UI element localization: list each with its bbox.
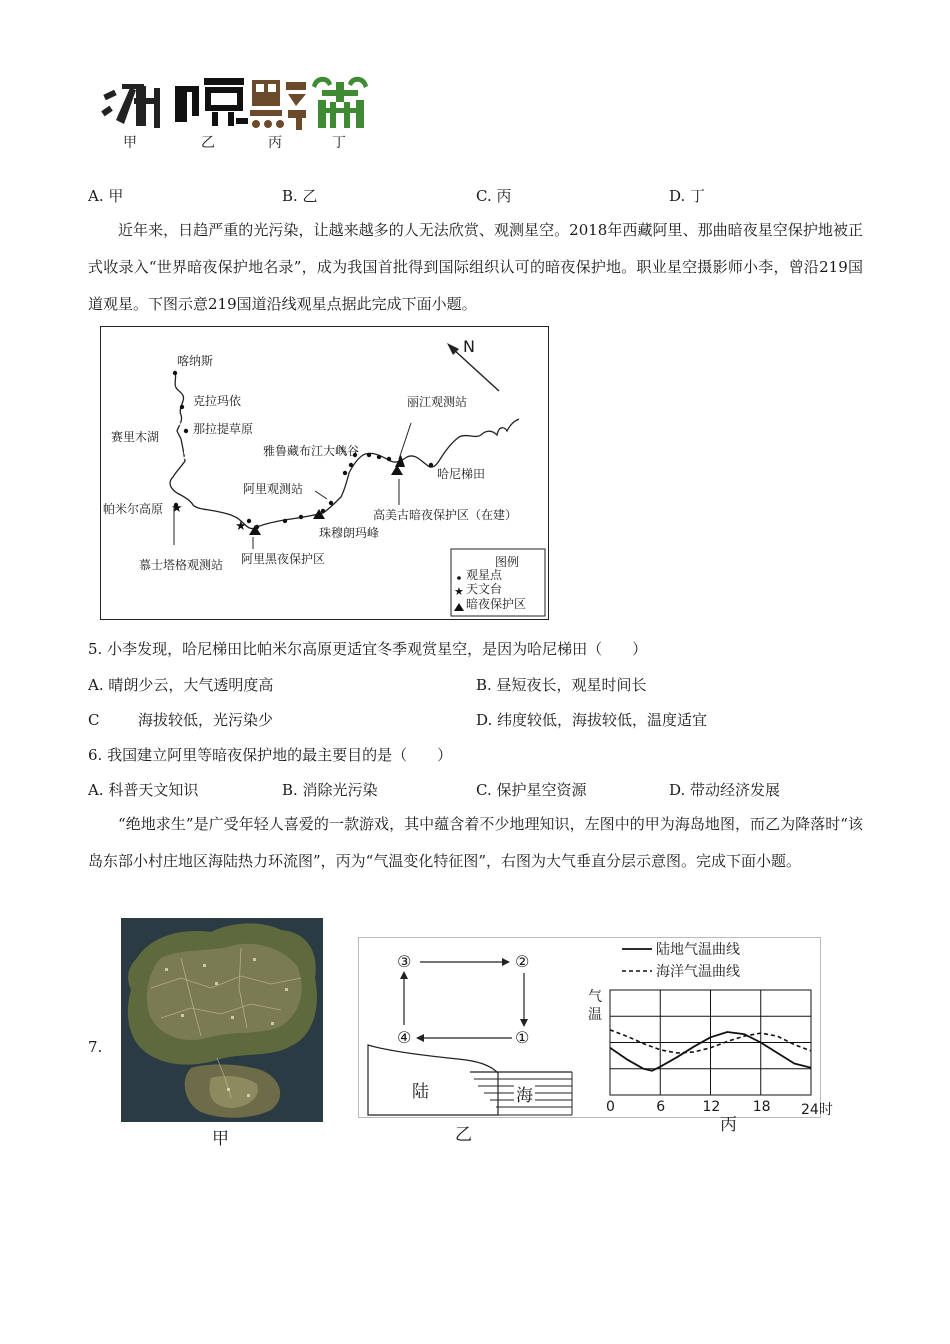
legend-land-label: 陆地气温曲线: [656, 942, 740, 958]
q7-number: 7.: [88, 1038, 103, 1056]
map-label-hani: 哈尼梯田: [437, 467, 486, 481]
q5-option-c-letter: C: [88, 711, 100, 729]
x-tick-label-12: 12: [702, 1099, 721, 1115]
q5-option-a: A. 晴朗少云，大气透明度高: [88, 676, 274, 694]
map-legend-item-reserve: 暗夜保护区: [466, 597, 527, 611]
island-map-jia: [121, 918, 323, 1122]
q6-option-b: B. 消除光污染: [282, 781, 378, 799]
logo-label-bing: 丙: [268, 135, 282, 151]
ali-station-leader: [315, 491, 327, 499]
map-legend-item-point: 观星点: [466, 568, 503, 582]
fig-yi-caption: 乙: [455, 1125, 472, 1145]
circulation-diagram-yi: [358, 937, 580, 1118]
map-north-label: N: [463, 337, 475, 356]
map-label-nalati: 那拉提草原: [193, 422, 254, 436]
map-label-ali-reserve: 阿里黑夜保护区: [241, 552, 326, 566]
q5-option-c-text: 海拔较低，光污染少: [138, 711, 274, 729]
pamir-observatory-star: ★: [171, 501, 183, 516]
legend-sea-label: 海洋气温曲线: [656, 964, 740, 980]
map-legend-title: 图例: [495, 555, 520, 569]
map-label-muztagh: 慕士塔格观测站: [139, 558, 224, 572]
q6-stem: 6. 我国建立阿里等暗夜保护地的最主要目的是（ ）: [88, 746, 453, 764]
q4-option-b: B. 乙: [282, 187, 318, 205]
map-label-everest: 珠穆朗玛峰: [319, 526, 380, 540]
logo-label-jia: 甲: [123, 135, 137, 151]
land-outline: [368, 1045, 498, 1115]
map-label-sailimu: 赛里木湖: [111, 430, 160, 444]
q4-option-d: D. 丁: [669, 187, 706, 205]
lijiang-leader: [399, 423, 411, 459]
map-label-kashgar: 喀纳斯: [177, 354, 214, 368]
q5-option-b: B. 昼短夜长，观星时间长: [476, 676, 647, 694]
map-label-ali-station: 阿里观测站: [243, 482, 304, 496]
x-tick-label-0: 0: [606, 1099, 615, 1115]
node-1: ①: [515, 1028, 530, 1047]
national-road-219-map: [100, 326, 549, 620]
map-label-yarlung: 雅鲁藏布江大峡谷: [263, 444, 360, 458]
q6-option-c: C. 保护星空资源: [476, 781, 587, 799]
q4-option-c: C. 丙: [476, 187, 512, 205]
ali-observatory-star: ★: [235, 519, 247, 534]
q6-option-d: D. 带动经济发展: [669, 781, 781, 799]
calligraphy-logos-graphic: [100, 72, 375, 134]
circulation-graphic: [358, 937, 580, 1118]
calligraphy-logos: [100, 72, 375, 134]
passage-pubg: “绝地求生”是广受年轻人喜爱的一款游戏，其中蕴含着不少地理知识，左图中的甲为海岛地图，而乙为降落时“该岛东部小村庄地区海陆热力环流图”，丙为“气温变化特征图”，右图为大气垂直分层示意图。完成下面小题。: [88, 815, 863, 870]
map-label-lijiang: 丽江观测站: [407, 395, 468, 409]
node-2: ②: [515, 952, 530, 971]
x-tick-label-24: 24时: [801, 1102, 833, 1118]
passage-light-pollution: 近年来，日趋严重的光污染，让越来越多的人无法欣赏、观测星空。2018年西藏阿里、那曲暗夜星空保护地被正式收录入“世界暗夜保护地名录”，成为我国首批得到国际组织认可的暗夜保护地。职业星空摄影师小李，曾沿219国道观星。下图示意219国道沿线观星点据此完成下面小题。: [88, 221, 863, 313]
q4-option-a: A. 甲: [88, 187, 124, 205]
logo-label-yi: 乙: [201, 135, 215, 151]
map-label-pamir: 帕米尔高原: [103, 502, 164, 516]
temperature-chart-bing: [582, 938, 833, 1118]
node-3: ③: [397, 952, 412, 971]
island-map-graphic: [121, 918, 323, 1122]
q5-stem: 5. 小李发现，哈尼梯田比帕米尔高原更适宜冬季观赏星空，是因为哈尼梯田（ ）: [88, 640, 648, 658]
x-tick-label-6: 6: [656, 1099, 666, 1115]
map-label-gaomeigu: 高美古暗夜保护区（在建）: [373, 508, 518, 522]
land-label: 陆: [412, 1082, 429, 1102]
map-legend-item-observatory: 天文台: [466, 582, 503, 596]
x-tick-label-18: 18: [752, 1099, 771, 1115]
north-arrow-line: [453, 349, 499, 391]
y-axis-label: 气温: [588, 989, 602, 1023]
node-4: ④: [397, 1028, 412, 1047]
logo-label-ding: 丁: [332, 135, 346, 151]
q6-option-a: A. 科普天文知识: [88, 781, 199, 799]
sea-label: 海: [514, 1081, 535, 1106]
q5-option-d: D. 纬度较低，海拔较低，温度适宜: [476, 711, 708, 729]
svg-text:★: ★: [454, 585, 464, 598]
fig-jia-caption: 甲: [212, 1129, 229, 1149]
map-label-kelamayi: 克拉玛依: [193, 394, 242, 408]
fig-bing-caption: 丙: [720, 1115, 737, 1135]
